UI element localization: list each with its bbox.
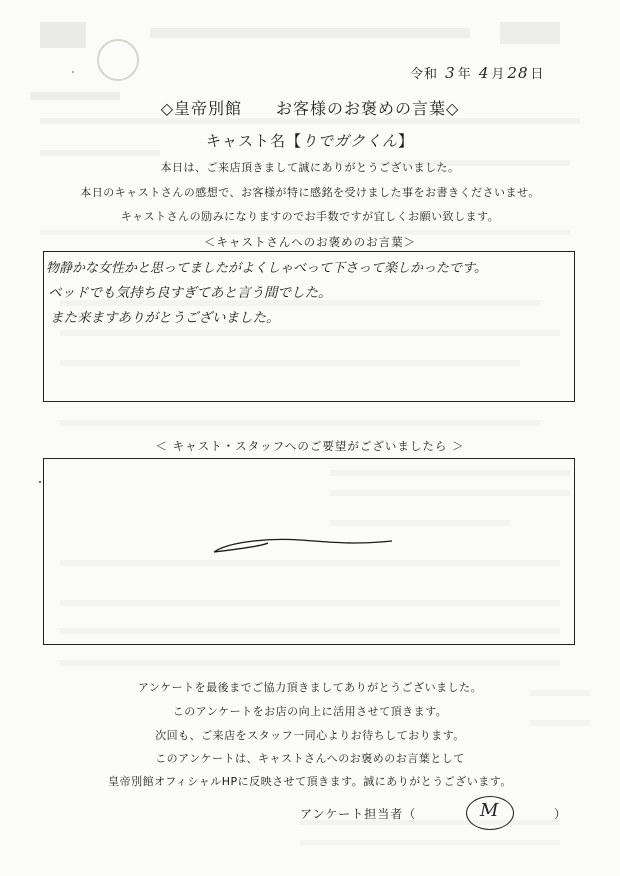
survey-date bbox=[410, 63, 545, 82]
cast-name-label: キャスト名【 bbox=[205, 132, 302, 150]
request-box[interactable] bbox=[43, 458, 575, 645]
praise-line-1: 物静かな女性かと思ってましたがよくしゃべって下さって楽しかったです。 bbox=[46, 261, 487, 276]
stray-mark bbox=[72, 71, 74, 73]
staff-close-bracket: ） bbox=[554, 807, 567, 821]
intro-line-2: 本日のキャストさんの感想で、お客様が特に感銘を受けました事をお書きくださいませ。 bbox=[80, 186, 540, 199]
date-year-unit: 年 bbox=[457, 67, 472, 82]
date-day: 28 bbox=[507, 64, 529, 82]
praise-line-3: また来ますありがとうございました。 bbox=[50, 310, 280, 326]
cast-name-field bbox=[0, 130, 620, 151]
date-day-unit: 日 bbox=[530, 67, 545, 82]
outro-line-5: 皇帝別館オフィシャルHPに反映させて頂きます。誠にありがとうございます。 bbox=[108, 775, 512, 788]
page-title: ◇皇帝別館 お客様のお褒めの言葉◇ bbox=[160, 99, 460, 118]
date-year: 3 bbox=[445, 64, 456, 82]
request-heading: ＜ キャスト・スタッフへのご要望がございましたら ＞ bbox=[155, 439, 465, 453]
date-era: 令和 bbox=[410, 67, 439, 82]
date-month: 4 bbox=[478, 64, 490, 82]
intro-line-3: キャストさんの励みになりますのでお手数ですが宜しくお願い致します。 bbox=[120, 210, 500, 223]
staff-label: アンケート担当者（ bbox=[300, 807, 417, 821]
praise-line-2: ベッドでも気持ち良すぎてあと言う間でした。 bbox=[48, 285, 332, 301]
outro-line-2: このアンケートをお店の向上に活用させて頂きます。 bbox=[172, 705, 448, 718]
outro-line-1: アンケートを最後までご協力頂きましてありがとうございました。 bbox=[137, 681, 483, 694]
date-month-unit: 月 bbox=[491, 67, 506, 82]
outro-line-3: 次回も、ご来店をスタッフ一同心よりお待ちしております。 bbox=[155, 729, 465, 742]
stray-mark bbox=[39, 481, 41, 483]
cast-name-bracket: 】 bbox=[398, 132, 415, 150]
staff-initial: M bbox=[480, 800, 499, 821]
outro-line-4: このアンケートは、キャストさんへのお褒めのお言葉として bbox=[155, 752, 465, 765]
praise-heading: ＜キャストさんへのお褒めのお言葉＞ bbox=[203, 235, 417, 249]
cast-name-value: りでガクくん bbox=[301, 132, 398, 150]
intro-line-1: 本日は、ご来店頂きまして誠にありがとうございました。 bbox=[160, 161, 460, 174]
